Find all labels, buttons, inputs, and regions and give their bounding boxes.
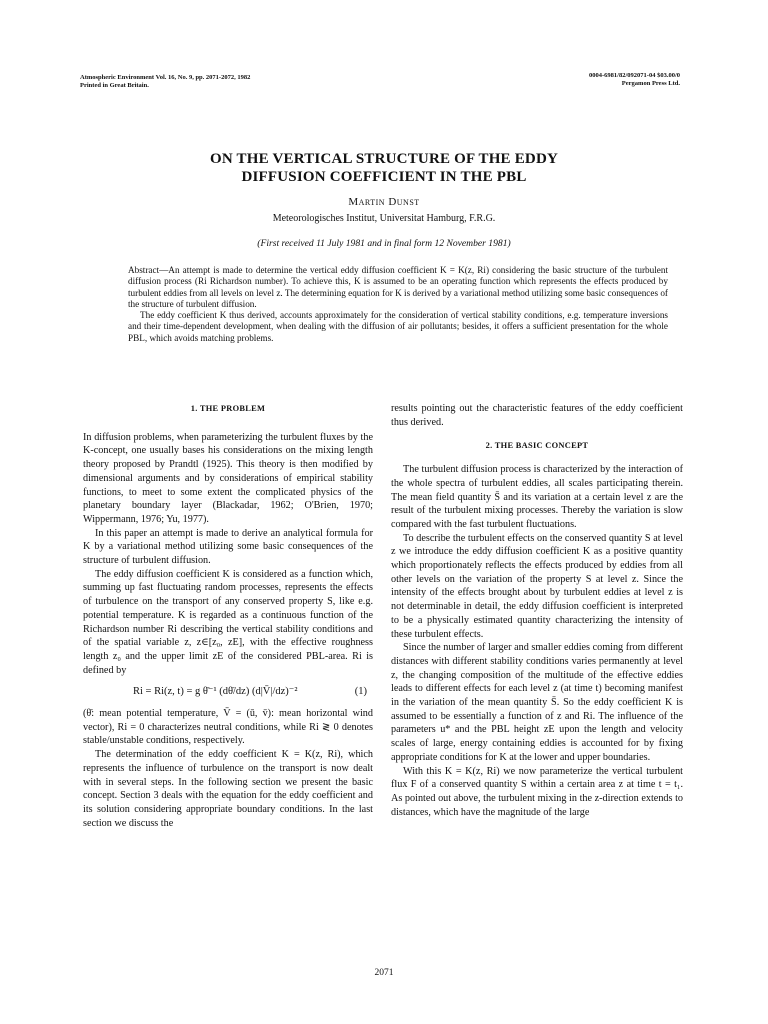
body-paragraph: Since the number of larger and smaller eddies coming from different distances with different stability conditions varies permanently at level z, the changing composition of the multitude of the effective eddies leads to different effects for each level z (at time t) becoming manifest in the variation of the mean quantity S̄. So the eddy coefficient K is assumed to be essentially a function of z and Ri. The influence of the parameters u* and the PBL height zE upon the length and velocity scales of large, energy containing eddies is accounted for by fixing appropriate conditions for K at the lower and upper boundaries. bbox=[391, 642, 683, 763]
title-line-1: ON THE VERTICAL STRUCTURE OF THE EDDY bbox=[209, 151, 559, 167]
journal-header bbox=[80, 74, 250, 90]
publisher-header bbox=[589, 72, 680, 88]
left-column bbox=[83, 402, 373, 830]
abstract-paragraph-2: The eddy coefficient K thus derived, accounts approximately for the consideration of vertical stability conditions, e.g. temperature inversions and their time-dependent development, when dealing with the diffusion of air pollutants; besides, it offers a sufficient presentation for the whole PBL, which avoids matching problems. bbox=[128, 310, 668, 343]
paper-title bbox=[0, 150, 768, 186]
equation-number: (1) bbox=[354, 686, 367, 698]
equation-body: Ri = Ri(z, t) = g θ̄⁻¹ (dθ̄/dz) (d|V̄|/dz)⁻² bbox=[133, 686, 298, 698]
body-paragraph: results pointing out the characteristic features of the eddy coefficient thus derived. bbox=[391, 403, 683, 428]
journal-citation: Atmospheric Environment Vol. 16, No. 9, pp. 2071-2072, 1982 bbox=[80, 74, 251, 81]
received-dates: (First received 11 July 1981 and in final form 12 November 1981) bbox=[257, 238, 511, 249]
body-paragraph: To describe the turbulent effects on the conserved quantity S at level z we introduce the eddy diffusion coefficient K as a positive quantity which proportionately reflects the effects produced by eddies from all other levels on the variation of the property S at level z. Since the intensity of the effects brought about by turbulent eddies at level z is not determinable in detail, the eddy diffusion coefficient is interpreted to be a physically estimated quantity characterizing the intensity of these turbulent effects. bbox=[391, 532, 683, 640]
title-line-2: DIFFUSION COEFFICIENT IN THE PBL bbox=[241, 169, 527, 185]
body-paragraph: The turbulent diffusion process is characterized by the interaction of the whole spectra of turbulent eddies, all scales participating therein. The mean field quantity S̄ and its variation at a certain level z are the result of the turbulent mixing processes. Thereby the variation is slow compared with the fast turbulent fluctuations. bbox=[391, 464, 683, 530]
right-column bbox=[391, 402, 683, 819]
article-code: 0004-6981/82/092071-04 $03.00/0 bbox=[589, 72, 680, 79]
body-paragraph: The determination of the eddy coefficient K = K(z, Ri), which represents the influence of turbulence on the transport is now dealt with in several steps. In the following section we present the basic concept. Section 3 deals with the equation for the eddy coefficient and its solution considering appropriate boundary conditions. In the last section we discuss the bbox=[83, 749, 373, 829]
body-paragraph: With this K = K(z, Ri) we now parameterize the vertical turbulent flux F of a conserved quantity S within a certain area z at time t = t₁. As pointed out above, the turbulent mixing in the z-direction extends to distances, which have the magnitude of the large bbox=[391, 765, 683, 818]
page-number: 2071 bbox=[374, 968, 394, 978]
body-paragraph: In this paper an attempt is made to derive an analytical formula for K by a variational method utilizing some basic consequences of the structure of turbulent diffusion. bbox=[83, 527, 373, 567]
publisher-name: Pergamon Press Ltd. bbox=[621, 80, 680, 87]
author-affiliation: Meteorologisches Institut, Universitat Hamburg, F.R.G. bbox=[272, 213, 496, 224]
abstract-paragraph-1: Abstract—An attempt is made to determine the vertical eddy diffusion coefficient K = K(z, Ri) considering the basic structure of the turbulent diffusion process (Ri Richardson number). To achieve this, K is assumed to be an operating function which represents the effects produced by turbulent eddies from all levels on level z. The determining equation for K is derived by a variational method utilizing some basic consequences of the structure of turbulent diffusion. bbox=[128, 265, 668, 309]
author-name: Martin Dunst bbox=[348, 196, 420, 208]
printed-note: Printed in Great Britain. bbox=[80, 82, 149, 89]
section-heading-1: 1. THE PROBLEM bbox=[190, 404, 266, 413]
body-paragraph: In diffusion problems, when parameterizing the turbulent fluxes by the K-concept, one usually bases his considerations on the mixing length theory proposed by Prandtl (1925). This theory is then modified by dimensional arguments and by considerations of empirical stability functions, to meet to some extent the complicated physics of the planetary boundary layer (Blackadar, 1962; O'Brien, 1970; Wippermann, 1976; Yu, 1977). bbox=[83, 431, 373, 525]
abstract bbox=[128, 265, 668, 344]
section-heading-2: 2. THE BASIC CONCEPT bbox=[485, 441, 589, 451]
equation-1 bbox=[83, 685, 373, 699]
body-paragraph: (θ̄: mean potential temperature, V̄ = (ū, v̄): mean horizontal wind vector), Ri = 0 characterizes neutral conditions, while Ri ≷ 0 denotes stable/unstable conditions, respectively. bbox=[83, 708, 373, 747]
body-paragraph: The eddy diffusion coefficient K is considered as a function which, summing up fast fluctuating random processes, represents the effects of turbulence on the transport of any conserved property S, like e.g. potential temperature. K is regarded as a continuous function of the Richardson number Ri describing the vertical stability conditions and of the spatial variable z, z∈[z₀, zE], with the effective roughness length z₀ and the upper limit zE of the considered PBL-area. Ri is defined by bbox=[83, 568, 373, 676]
